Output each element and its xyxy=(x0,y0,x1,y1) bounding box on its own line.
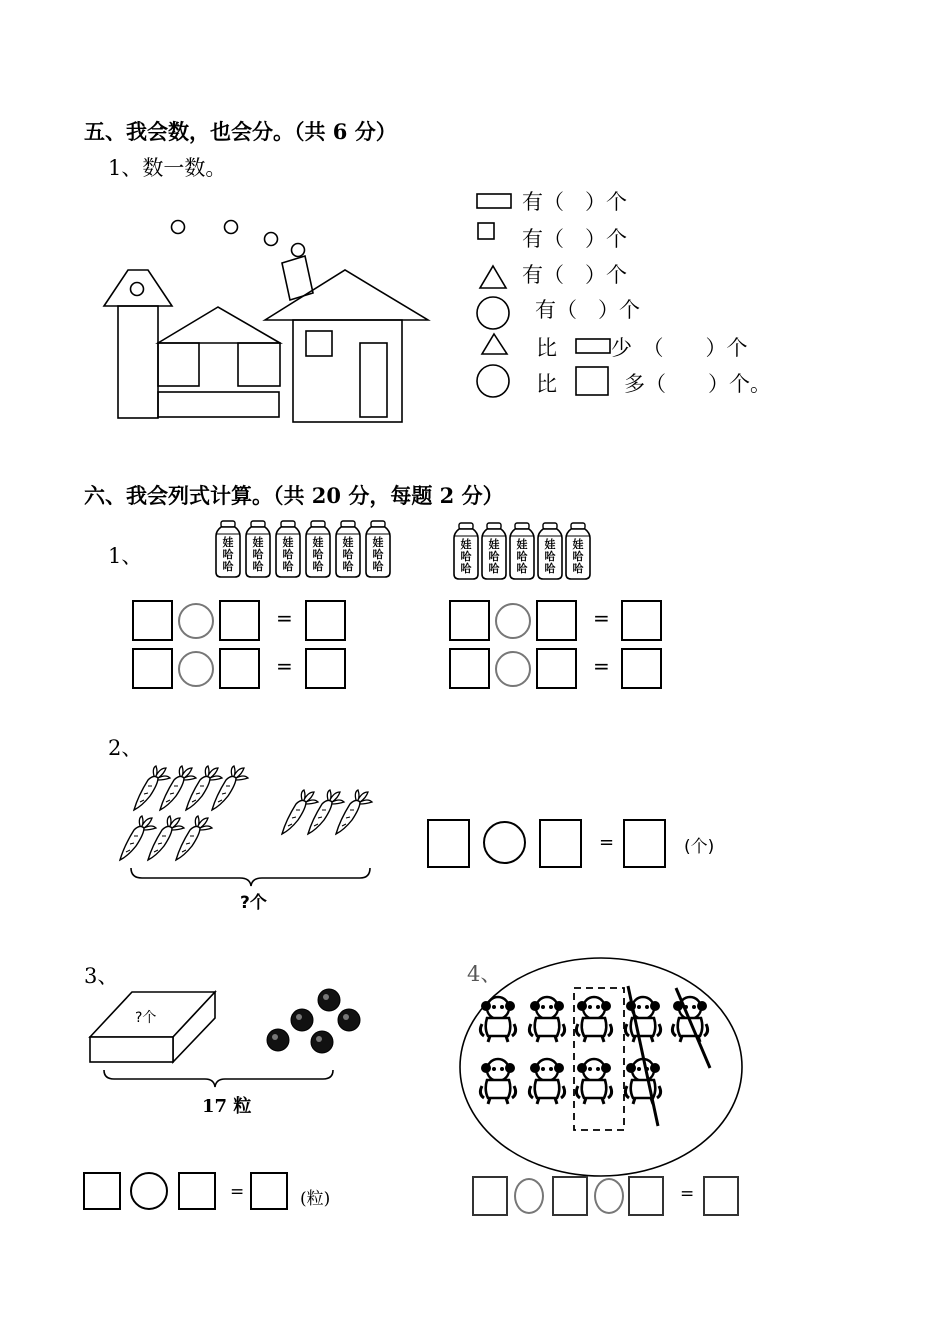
answer-box[interactable] xyxy=(703,1176,739,1216)
bottle-text: 哈 xyxy=(460,562,472,575)
bottle-text: 哈 xyxy=(282,560,294,573)
bottle-text: 哈 xyxy=(252,560,264,573)
bottle-text: 娃 xyxy=(488,538,500,551)
operator-circle[interactable] xyxy=(594,1178,624,1214)
bottle-text: 哈 xyxy=(222,560,234,573)
monkey-icon xyxy=(529,997,564,1042)
bottle-text: 哈 xyxy=(222,548,234,561)
bottle-text: 哈 xyxy=(252,548,264,561)
equals-sign: = xyxy=(593,654,610,678)
bottle-text: 娃 xyxy=(372,536,384,549)
bottle-text: 哈 xyxy=(572,550,584,563)
bottle-text: 哈 xyxy=(372,548,384,561)
bottle-text: 哈 xyxy=(342,548,354,561)
count-row-triangle: 有（ ）个 xyxy=(522,263,627,287)
bottle-text: 娃 xyxy=(282,536,294,549)
bottle-text: 哈 xyxy=(488,562,500,575)
q3-brace-label: 17 粒 xyxy=(202,1096,252,1117)
equals-sign: = xyxy=(276,654,293,678)
bottle-text: 娃 xyxy=(342,536,354,549)
count-row-square: 有（ ）个 xyxy=(522,227,627,251)
q2-brace-label: ?个 xyxy=(240,893,267,913)
bottle-text: 哈 xyxy=(488,550,500,563)
bottle-text: 哈 xyxy=(372,560,384,573)
compare-row-1-post: 少 （ ）个 xyxy=(611,336,748,360)
q2-unit: (个) xyxy=(684,837,715,857)
bottle-text: 娃 xyxy=(460,538,472,551)
monkey-icon xyxy=(480,1059,515,1104)
bottle-text: 哈 xyxy=(516,562,528,575)
bottle-text: 娃 xyxy=(312,536,324,549)
q3-box-label: ?个 xyxy=(135,1010,157,1026)
compare-row-1-pre: 比 xyxy=(536,336,557,360)
bottle-text: 哈 xyxy=(312,548,324,561)
equals-sign: = xyxy=(599,832,615,853)
bottle-text: 娃 xyxy=(572,538,584,551)
operator-circle[interactable] xyxy=(514,1178,544,1214)
monkey-icon xyxy=(625,1059,660,1104)
monkey-icon xyxy=(576,1059,611,1104)
bottle-text: 哈 xyxy=(282,548,294,561)
bottle-text: 哈 xyxy=(460,550,472,563)
bottle-text: 娃 xyxy=(516,538,528,551)
q2-label: 2、 xyxy=(108,736,143,760)
section5-heading: 五、我会数，也会分。（共 6 分） xyxy=(84,119,397,144)
compare-row-2-pre: 比 xyxy=(536,372,557,396)
monkey-icon xyxy=(480,997,515,1042)
equals-sign: = xyxy=(230,1182,245,1202)
q1-label: 1、 xyxy=(108,544,143,568)
section6-heading: 六、我会列式计算。（共 20 分，每题 2 分） xyxy=(84,483,504,508)
count-row-rectangle: 有（ ）个 xyxy=(522,190,627,214)
equals-sign: = xyxy=(680,1184,695,1204)
bottle-text: 哈 xyxy=(544,550,556,563)
bottle-text: 哈 xyxy=(544,562,556,575)
bottle-text: 哈 xyxy=(342,560,354,573)
bottle-text: 娃 xyxy=(252,536,264,549)
monkey-icon xyxy=(576,997,611,1042)
equals-sign: = xyxy=(276,606,293,630)
monkey-icon xyxy=(529,1059,564,1104)
bottle-text: 娃 xyxy=(222,536,234,549)
equals-sign: = xyxy=(593,606,610,630)
compare-row-2-post: 多（ ）个。 xyxy=(624,372,771,396)
bottle-text: 哈 xyxy=(572,562,584,575)
bottle-text: 娃 xyxy=(544,538,556,551)
q3-unit: (粒) xyxy=(300,1189,331,1209)
bottle-text: 哈 xyxy=(516,550,528,563)
answer-box[interactable] xyxy=(552,1176,588,1216)
q3-label: 3、 xyxy=(84,964,119,988)
q4-label: 4、 xyxy=(467,962,502,986)
bottle-text: 哈 xyxy=(312,560,324,573)
answer-box[interactable] xyxy=(628,1176,664,1216)
section5-q1-label: 1、数一数。 xyxy=(108,156,227,180)
answer-box[interactable] xyxy=(472,1176,508,1216)
count-row-circle: 有（ ）个 xyxy=(535,298,640,322)
